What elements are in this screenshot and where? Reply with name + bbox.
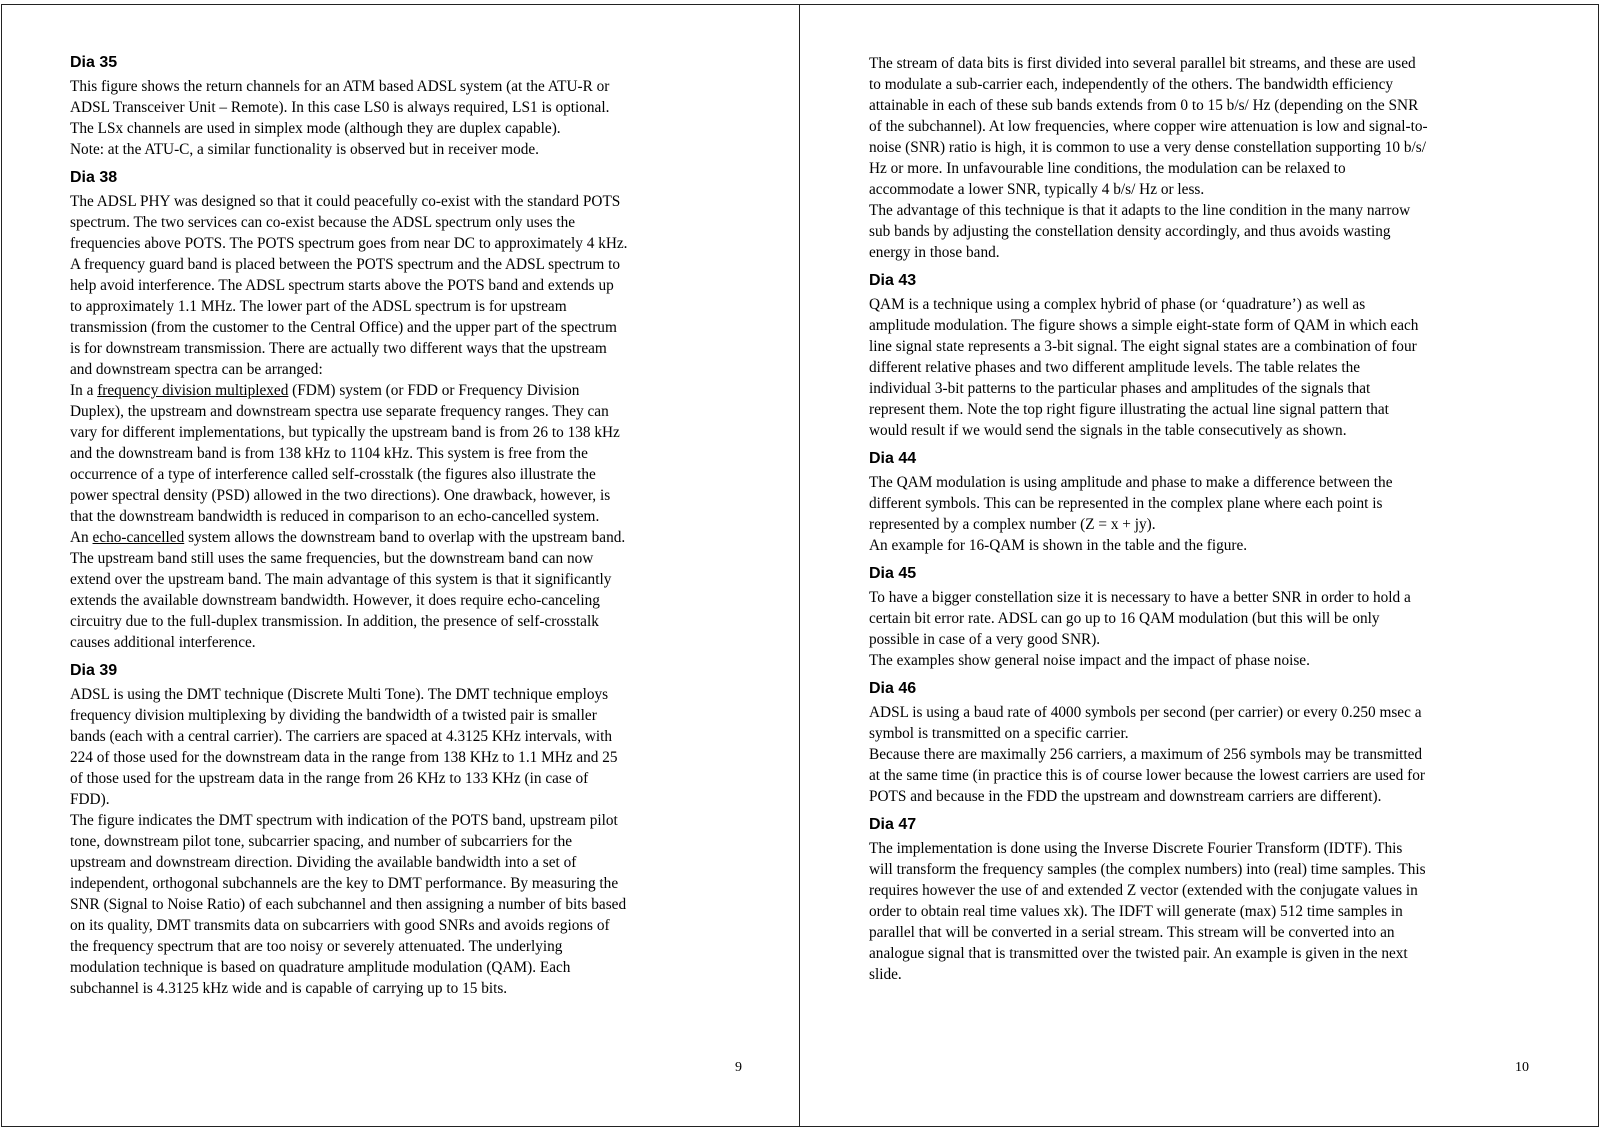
section-dia-47 — [869, 815, 1549, 985]
section-heading: Dia 44 — [869, 450, 917, 467]
section-heading: Dia 39 — [70, 662, 118, 679]
ec-prefix: An — [70, 529, 93, 546]
paragraph: The ADSL PHY was designed so that it could peacefully co-exist with the standard POTS spectrum. The two services can co-exist because the ADSL spectrum only uses the frequencies above POTS. The POTS spectrum goes from near DC to approximately 4 kHz. A frequency guard band is placed between the POTS spectrum and the ADSL spectrum to help avoid interference. The ADSL spectrum starts above the POTS band and extends up to approximately 1.1 MHz. The lower part of the ADSL spectrum is for upstream transmission (from the customer to the Central Office) and the upper part of the spectrum is for downstream transmission. There are actually two different ways that the upstream and downstream spectra can be arranged: — [70, 193, 628, 378]
paragraph: The QAM modulation is using amplitude and phase to make a difference between the different symbols. This can be represented in the complex plane where each point is represented by a complex number (Z = x + jy). — [869, 474, 1393, 533]
paragraph: ADSL is using the DMT technique (Discrete Multi Tone). The DMT technique employs frequency division multiplexing by dividing the bandwidth of a twisted pair is smaller bands (each with a central carrier). The carriers are spaced at 4.3125 KHz intervals, with 224 of those used for the downstream data in the range from 138 KHz to 1.1 MHz and 25 of those used for the upstream data in the range from 26 KHz to 133 KHz (in case of FDD). — [70, 686, 618, 808]
section-dia-43 — [869, 271, 1549, 441]
ec-text: system allows the downstream band to overlap with the upstream band. The upstream band still uses the same frequencies, but the downstream band can now extend over the upstream band. The main advantage of this system is that it significantly extends the available downstream bandwidth. However, it does require echo-canceling circuitry due to the full-duplex transmission. In addition, the presence of self-crosstalk causes additional interference. — [70, 529, 626, 651]
paragraph: An example for 16-QAM is shown in the table and the figure. — [869, 537, 1248, 554]
paragraph: The stream of data bits is first divided into several parallel bit streams, and these are used to modulate a sub-carrier each, independently of the others. The bandwidth efficiency attainable in each of these sub bands extends from 0 to 15 b/s/ Hz (depending on the SNR of the subchannel). At low frequencies, where copper wire attenuation is low and signal-to- noise (SNR) ratio is high, it is common to use a very dense constellation supporting 10 b/s/ Hz or more. In unfavourable line conditions, the modulation can be relaxed to accommodate a lower SNR, typically 4 b/s/ Hz or less. — [869, 55, 1428, 198]
section-dia-46 — [869, 679, 1549, 807]
left-page — [1, 4, 800, 1127]
section-heading: Dia 43 — [869, 272, 917, 289]
section-heading: Dia 47 — [869, 816, 917, 833]
section-heading: Dia 46 — [869, 680, 917, 697]
left-page-content — [70, 53, 750, 1007]
right-page — [799, 4, 1599, 1127]
section-heading: Dia 45 — [869, 565, 917, 582]
paragraph: To have a bigger constellation size it is necessary to have a better SNR in order to hold a certain bit error rate. ADSL can go up to 16 QAM modulation (but this will be only possible in case of a very good SNR). — [869, 589, 1411, 648]
paragraph: The examples show general noise impact and the impact of phase noise. — [869, 652, 1310, 669]
section-dia-44 — [869, 449, 1549, 556]
ec-underlined-term: echo-cancelled — [92, 529, 185, 546]
paragraph: The figure indicates the DMT spectrum with indication of the POTS band, upstream pilot tone, downstream pilot tone, subcarrier spacing, and number of subcarriers for the upstream and downstream direction. Dividing the available bandwidth into a set of independent, orthogonal subchannels are the key to DMT performance. By measuring the SNR (Signal to Noise Ratio) of each subchannel and then assigning a number of bits based on its quality, DMT transmits data on subcarriers with good SNRs and avoids regions of the frequency spectrum that are too noisy or severely attenuated. The underlying modulation technique is based on quadrature amplitude modulation (QAM). Each subchannel is 4.3125 kHz wide and is capable of carrying up to 15 bits. — [70, 812, 627, 997]
section-dia-38 — [70, 168, 750, 653]
section-heading: Dia 35 — [70, 54, 118, 71]
fdm-prefix: In a — [70, 382, 98, 399]
section-continuation — [869, 53, 1549, 263]
section-dia-45 — [869, 564, 1549, 671]
section-dia-35 — [70, 53, 750, 160]
right-page-content — [869, 53, 1549, 993]
paragraph: The implementation is done using the Inverse Discrete Fourier Transform (IDTF). This will transform the frequency samples (the complex numbers) into (real) time samples. This requires however the use of and extended Z vector (extended with the conjugate values in order to obtain real time values xk). The IDFT will generate (max) 512 time samples in parallel that will be converted in a serial stream. This stream will be converted into an analogue signal that is transmitted over the twisted pair. An example is given in the next slide. — [869, 840, 1426, 983]
fdm-text: (FDM) system (or FDD or Frequency Division Duplex), the upstream and downstream spectra use separate frequency ranges. They can vary for different implementations, but typically the upstream band is from 26 to 138 kHz and the downstream band is from 138 kHz to 1104 kHz. This system is free from the occurrence of a type of interference called self-crosstalk (the figures also illustrate the power spectral density (PSD) allowed in the two directions). One drawback, however, is that the downstream bandwidth is reduced in comparison to an echo-cancelled system. — [70, 382, 620, 525]
paragraph: This figure shows the return channels for an ATM based ADSL system (at the ATU-R or ADSL Transceiver Unit – Remote). In this case LS0 is always required, LS1 is optional. The LSx channels are used in simplex mode (although they are duplex capable). Note: at the ATU-C, a similar functionality is observed but in receiver mode. — [70, 78, 610, 158]
paragraph-echo-cancelled — [70, 527, 750, 653]
paragraph: Because there are maximally 256 carriers, a maximum of 256 symbols may be transmitted at the same time (in practice this is of course lower because the lowest carriers are used for POTS and because in the FDD the upstream and downstream carriers are different). — [869, 746, 1425, 805]
paragraph: QAM is a technique using a complex hybrid of phase (or ‘quadrature’) as well as amplitude modulation. The figure shows a simple eight-state form of QAM in which each line signal state represents a 3-bit signal. The eight signal states are a combination of four different relative phases and two different amplitude levels. The table relates the individual 3-bit patterns to the particular phases and amplitudes of the signals that represent them. Note the top right figure illustrating the actual line signal pattern that would result if we would send the signals in the table consecutively as shown. — [869, 296, 1419, 439]
paragraph: The advantage of this technique is that it adapts to the line condition in the many narrow sub bands by adjusting the constellation density accordingly, and thus avoids wasting energy in those band. — [869, 202, 1411, 261]
section-dia-39 — [70, 661, 750, 999]
page-number: 9 — [735, 1060, 742, 1075]
fdm-underlined-term: frequency division multiplexed — [97, 382, 289, 399]
page-number: 10 — [1515, 1060, 1529, 1075]
paragraph-fdm — [70, 380, 750, 527]
section-heading: Dia 38 — [70, 169, 118, 186]
paragraph: ADSL is using a baud rate of 4000 symbols per second (per carrier) or every 0.250 msec a symbol is transmitted on a specific carrier. — [869, 704, 1422, 742]
